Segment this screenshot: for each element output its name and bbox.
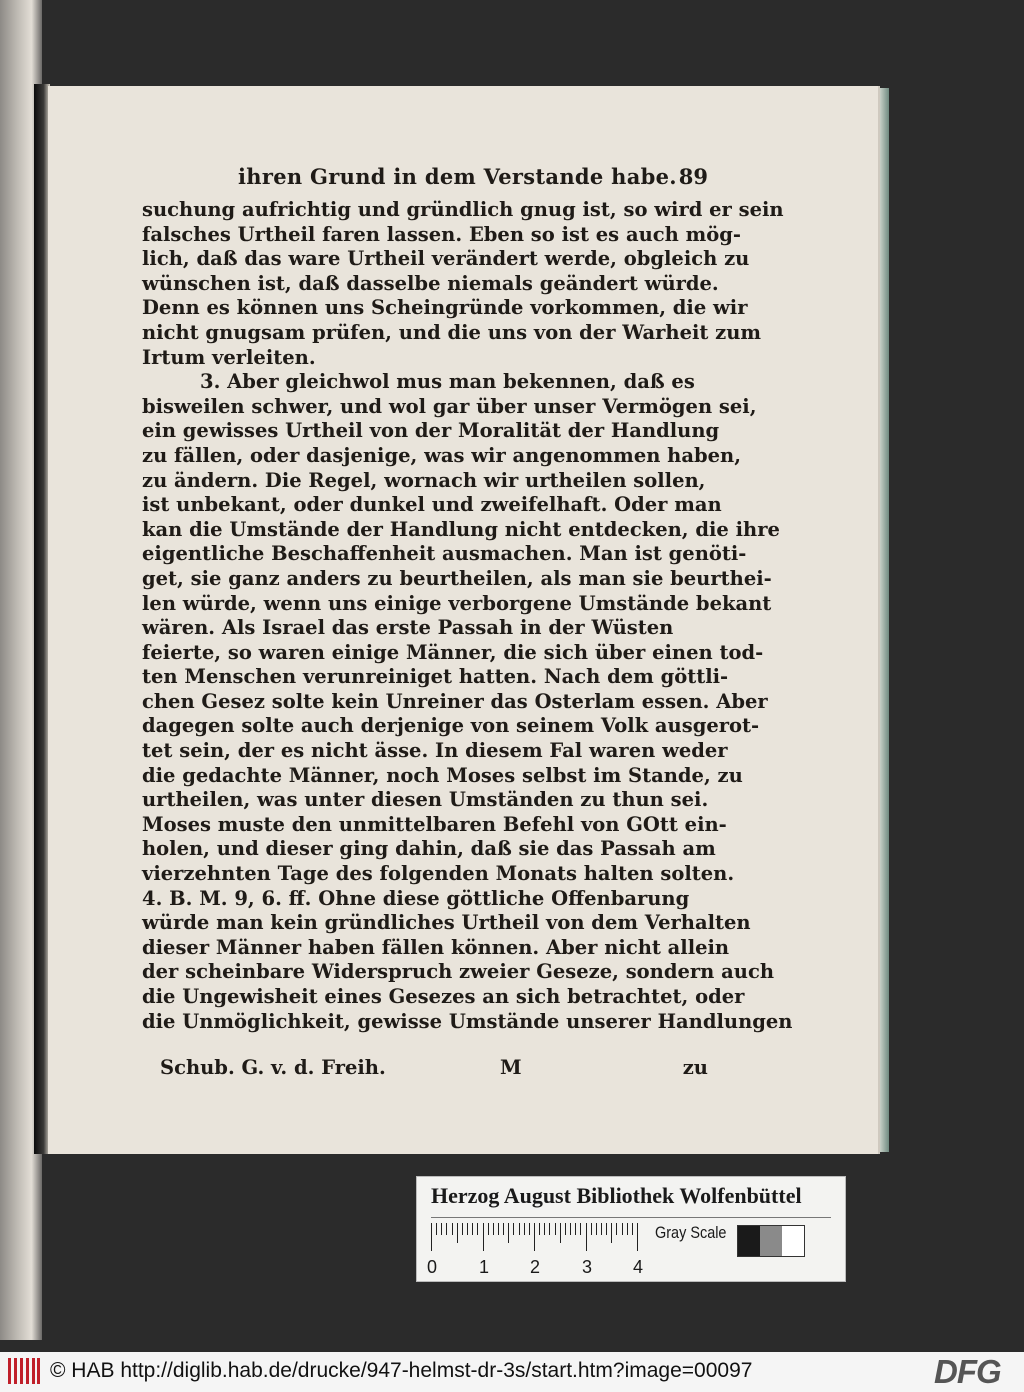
page-number: 89	[678, 164, 708, 189]
ruler-tick	[446, 1223, 447, 1235]
ruler-tick	[508, 1223, 509, 1243]
ruler-tick	[586, 1223, 587, 1251]
ruler-tick	[580, 1223, 581, 1235]
swatch-black	[738, 1226, 760, 1256]
text-line: 3. Aber gleichwol mus man bekennen, daß es	[200, 370, 695, 394]
text-line: nicht gnugsam prüfen, und die uns von der Warheit zum	[142, 320, 762, 344]
text-line: tet sein, der es nicht ässe. In diesem Fal waren weder	[142, 739, 728, 763]
text-line: wünschen ist, daß dasselbe niemals geändert würde.	[142, 271, 719, 295]
ruler-tick	[622, 1223, 623, 1235]
ruler-tick	[611, 1223, 612, 1243]
ruler-tick	[544, 1223, 545, 1235]
ruler-tick	[493, 1223, 494, 1235]
swatch-gray	[760, 1226, 782, 1256]
ruler-tick	[462, 1223, 463, 1235]
text-line: get, sie ganz anders zu beurtheilen, als man sie beurthei-	[142, 566, 772, 590]
scale-number-0: 0	[427, 1257, 438, 1277]
text-line: dieser Männer haben fällen können. Aber nicht allein	[142, 935, 730, 959]
text-line: zu fällen, oder dasjenige, was wir angenommen haben,	[142, 443, 742, 467]
running-head-title: ihren Grund in dem Verstande habe.	[238, 164, 677, 189]
ruler-tick	[575, 1223, 576, 1235]
text-line: bisweilen schwer, und wol gar über unser Vermögen sei,	[142, 394, 757, 418]
text-line: die Ungewisheit eines Gesezes an sich betrachtet, oder	[142, 985, 745, 1008]
barcode-icon	[8, 1358, 40, 1384]
text-line: wären. Als Israel das erste Passah in der Wüsten	[142, 616, 674, 640]
text-line: ist unbekant, oder dunkel und zweifelhaft. Oder man	[142, 493, 722, 517]
ruler-tick	[519, 1223, 520, 1235]
ruler-tick	[637, 1223, 638, 1251]
text-line: ein gewisses Urtheil von der Moralität der Handlung	[142, 419, 720, 443]
text-line: Denn es können uns Scheingründe vorkommen, die wir	[142, 296, 748, 320]
ruler-tick	[606, 1223, 607, 1235]
text-line: die Unmöglichkeit, gewisse Umstände unserer Handlungen	[142, 1009, 793, 1033]
text-line: der scheinbare Widerspruch zweier Geseze, sondern auch	[142, 960, 774, 984]
text-line: dagegen solte auch derjenige von seinem Volk ausgerot-	[142, 714, 760, 738]
ruler-tick	[560, 1223, 561, 1243]
ruler-tick	[503, 1223, 504, 1235]
text-line: holen, und dieser ging dahin, daß sie das Passah am	[142, 837, 716, 861]
text-line: lich, daß das ware Urtheil verändert werde, obgleich zu	[142, 247, 750, 271]
text-line: feierte, so waren einige Männer, die sich über einen tod-	[142, 640, 764, 664]
ruler-tick	[591, 1223, 592, 1235]
scale-number-4: 4	[633, 1257, 644, 1277]
ruler-tick	[452, 1223, 453, 1235]
ruler-tick	[632, 1223, 633, 1235]
catchword: zu	[682, 1056, 708, 1079]
ruler-tick	[472, 1223, 473, 1235]
ruler-tick	[457, 1223, 458, 1243]
card-divider	[431, 1217, 831, 1218]
scale-number-1: 1	[479, 1257, 490, 1277]
ruler-tick	[467, 1223, 468, 1235]
dfg-logo: DFG	[934, 1353, 1001, 1390]
gray-scale-swatches	[737, 1225, 805, 1257]
text-line: 4. B. M. 9, 6. ff. Ohne diese göttliche Offenbarung	[142, 886, 690, 910]
ruler-tick	[596, 1223, 597, 1235]
ruler-tick	[601, 1223, 602, 1235]
ruler-tick	[549, 1223, 550, 1235]
page-footer	[160, 1056, 708, 1084]
ruler-tick	[565, 1223, 566, 1235]
copyright-link[interactable]: © HAB http://diglib.hab.de/drucke/947-helmst-dr-3s/start.htm?image=00097	[50, 1359, 753, 1382]
ruler-tick	[534, 1223, 535, 1251]
running-head	[238, 164, 708, 194]
text-line: falsches Urtheil faren lassen. Eben so ist es auch mög-	[142, 222, 741, 246]
text-line: len würde, wenn uns einige verborgene Umstände bekant	[142, 591, 772, 615]
text-line: chen Gesez solte kein Unreiner das Osterlam essen. Aber	[142, 689, 768, 713]
ruler-tick	[539, 1223, 540, 1235]
ruler-tick	[488, 1223, 489, 1235]
ruler-tick	[555, 1223, 556, 1235]
text-line: eigentliche Beschaffenheit ausmachen. Man ist genöti-	[142, 542, 747, 566]
text-line: suchung aufrichtig und gründlich gnug ist, so wird er sein	[142, 198, 784, 221]
ruler-tick	[570, 1223, 571, 1235]
text-line: ten Menschen verunreiniget hatten. Nach dem göttli-	[142, 665, 729, 689]
swatch-white	[782, 1226, 804, 1256]
scale-number-3: 3	[582, 1257, 593, 1277]
bottom-bar	[0, 1352, 1024, 1392]
body-text	[142, 198, 793, 1034]
text-line: zu ändern. Die Regel, wornach wir urtheilen sollen,	[142, 468, 706, 492]
ruler-tick	[498, 1223, 499, 1235]
ruler-tick	[441, 1223, 442, 1235]
text-line: Moses muste den unmittelbaren Befehl von GOtt ein-	[142, 812, 727, 836]
ruler-tick	[431, 1223, 432, 1251]
text-line: kan die Umstände der Handlung nicht entdecken, die ihre	[142, 517, 780, 541]
ruler-tick	[627, 1223, 628, 1235]
text-line: vierzehnten Tage des folgenden Monats halten solten.	[142, 862, 735, 886]
page-edge	[880, 88, 889, 1152]
ruler-tick	[513, 1223, 514, 1235]
signature-mark: M	[500, 1056, 522, 1079]
scale-ruler	[431, 1223, 661, 1251]
ruler-tick	[436, 1223, 437, 1235]
ruler-tick	[477, 1223, 478, 1235]
ruler-tick	[529, 1223, 530, 1235]
text-line: Irtum verleiten.	[142, 345, 316, 369]
footer-author: Schub. G. v. d. Freih.	[160, 1056, 386, 1079]
text-line: urtheilen, was unter diesen Umständen zu thun sei.	[142, 788, 709, 812]
library-name: Herzog August Bibliothek Wolfenbüttel	[431, 1183, 802, 1208]
calibration-card	[416, 1176, 846, 1282]
scale-number-2: 2	[530, 1257, 541, 1277]
ruler-tick	[524, 1223, 525, 1235]
ruler-tick	[616, 1223, 617, 1235]
text-line: würde man kein gründliches Urtheil von dem Verhalten	[142, 911, 751, 935]
gray-scale-label: Gray Scale	[655, 1223, 727, 1242]
text-line: die gedachte Männer, noch Moses selbst im Stande, zu	[142, 763, 743, 787]
ruler-tick	[483, 1223, 484, 1251]
